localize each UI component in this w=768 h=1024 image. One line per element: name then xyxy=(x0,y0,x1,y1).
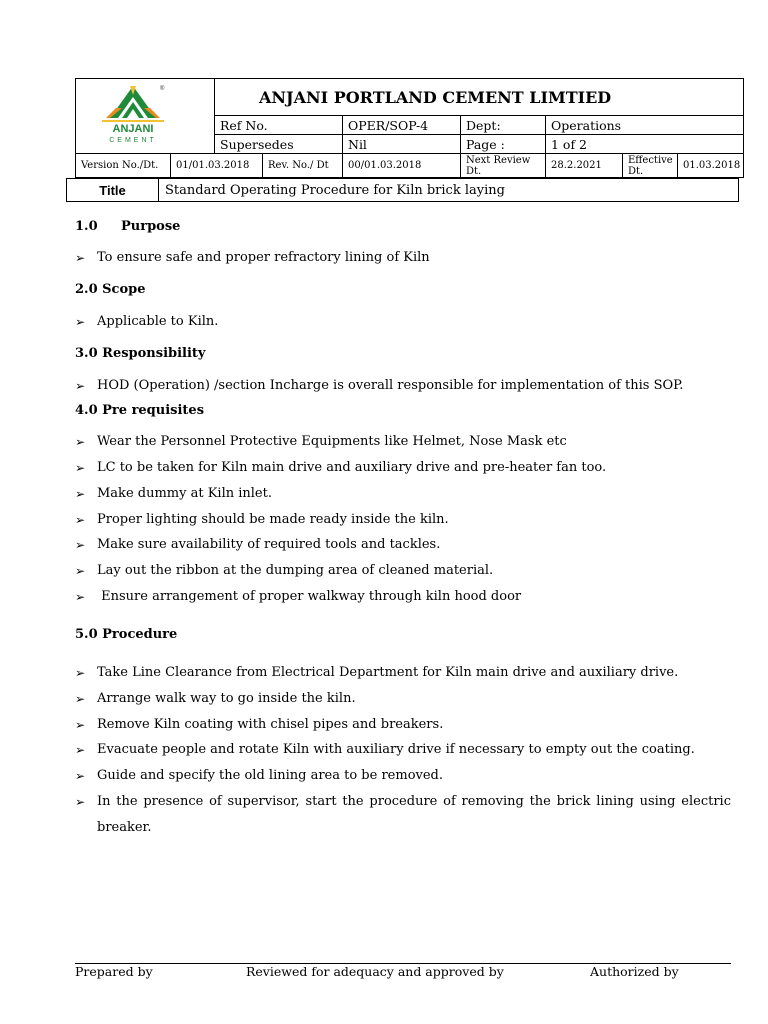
version-label: Version No./Dt. xyxy=(76,154,171,178)
list-item: ➢ Make dummy at Kiln inlet. xyxy=(75,481,731,507)
list-item: ➢ Wear the Personnel Protective Equipments like Helmet, Nose Mask etc xyxy=(75,429,731,455)
page-label: Page : xyxy=(461,135,546,154)
reviewed-by-label: Reviewed for adequacy and approved by xyxy=(246,964,504,979)
company-name: ANJANI PORTLAND CEMENT LIMTIED xyxy=(215,79,744,116)
arrow-bullet-icon: ➢ xyxy=(75,538,86,552)
dept-label: Dept: xyxy=(461,116,546,135)
prepared-by-label: Prepared by xyxy=(75,964,153,979)
section-title: Purpose xyxy=(121,219,181,234)
document-header-table xyxy=(75,78,744,178)
list-item: ➢ Make sure availability of required tools and tackles. xyxy=(75,532,731,558)
list-item: ➢ Take Line Clearance from Electrical Department for Kiln main drive and auxiliary drive. xyxy=(75,660,731,686)
arrow-bullet-icon: ➢ xyxy=(75,315,86,329)
anjani-logo-icon xyxy=(100,82,190,148)
arrow-bullet-icon: ➢ xyxy=(75,743,86,757)
list-item: ➢ HOD (Operation) /section Incharge is overall responsible for implementation of this SOP. xyxy=(75,373,731,399)
list-item: ➢ To ensure safe and proper refractory lining of Kiln xyxy=(75,245,731,271)
section-heading-scope: 2.0 Scope xyxy=(75,282,146,297)
document-title: Standard Operating Procedure for Kiln brick laying xyxy=(159,179,739,202)
arrow-bullet-icon: ➢ xyxy=(75,692,86,706)
arrow-bullet-icon: ➢ xyxy=(75,718,86,732)
list-item: ➢ Ensure arrangement of proper walkway through kiln hood door xyxy=(75,584,731,610)
section-heading-procedure: 5.0 Procedure xyxy=(75,627,178,642)
arrow-bullet-icon: ➢ xyxy=(75,379,86,393)
arrow-bullet-icon: ➢ xyxy=(75,769,86,783)
list-item: ➢ Arrange walk way to go inside the kiln. xyxy=(75,686,731,712)
section-heading-prerequisites: 4.0 Pre requisites xyxy=(75,403,205,418)
section-heading-responsibility: 3.0 Responsibility xyxy=(75,346,206,361)
ref-no-value: OPER/SOP-4 xyxy=(343,116,461,135)
rev-value: 00/01.03.2018 xyxy=(343,154,461,178)
supersedes-value: Nil xyxy=(343,135,461,154)
arrow-bullet-icon: ➢ xyxy=(75,487,86,501)
company-logo xyxy=(76,79,215,154)
list-item: ➢ In the presence of supervisor, start the procedure of removing the brick lining using electric breaker. xyxy=(75,789,731,841)
ref-no-label: Ref No. xyxy=(215,116,343,135)
arrow-bullet-icon: ➢ xyxy=(75,435,86,449)
next-review-label: Next Review Dt. xyxy=(461,154,546,178)
arrow-bullet-icon: ➢ xyxy=(75,666,86,680)
title-label: Title xyxy=(67,179,159,202)
arrow-bullet-icon: ➢ xyxy=(75,795,86,809)
arrow-bullet-icon: ➢ xyxy=(75,513,86,527)
rev-label: Rev. No./ Dt xyxy=(263,154,343,178)
authorized-by-label: Authorized by xyxy=(590,964,679,979)
dept-value: Operations xyxy=(546,116,744,135)
title-table xyxy=(66,178,739,202)
arrow-bullet-icon: ➢ xyxy=(75,461,86,475)
section-heading-purpose xyxy=(75,219,180,234)
effective-date-label: Effective Dt. xyxy=(623,154,678,178)
list-item: ➢ Lay out the ribbon at the dumping area of cleaned material. xyxy=(75,558,731,584)
logo-wordmark: ANJANI xyxy=(112,122,154,135)
next-review-value: 28.2.2021 xyxy=(546,154,623,178)
list-item: ➢ Evacuate people and rotate Kiln with auxiliary drive if necessary to empty out the coating. xyxy=(75,737,731,763)
list-item: ➢ Applicable to Kiln. xyxy=(75,309,731,335)
section-number: 1.0 xyxy=(75,219,98,234)
supersedes-label: Supersedes xyxy=(215,135,343,154)
page-value: 1 of 2 xyxy=(546,135,744,154)
logo-subtext: CEMENT xyxy=(109,136,157,144)
version-value: 01/01.03.2018 xyxy=(171,154,263,178)
list-item: ➢ Guide and specify the old lining area to be removed. xyxy=(75,763,731,789)
registered-mark: ® xyxy=(160,85,165,92)
arrow-bullet-icon: ➢ xyxy=(75,564,86,578)
arrow-bullet-icon: ➢ xyxy=(75,590,86,604)
list-item: ➢ LC to be taken for Kiln main drive and auxiliary drive and pre-heater fan too. xyxy=(75,455,731,481)
effective-date-value: 01.03.2018 xyxy=(678,154,744,178)
list-item: ➢ Proper lighting should be made ready inside the kiln. xyxy=(75,507,731,533)
list-item: ➢ Remove Kiln coating with chisel pipes and breakers. xyxy=(75,712,731,738)
arrow-bullet-icon: ➢ xyxy=(75,251,86,265)
